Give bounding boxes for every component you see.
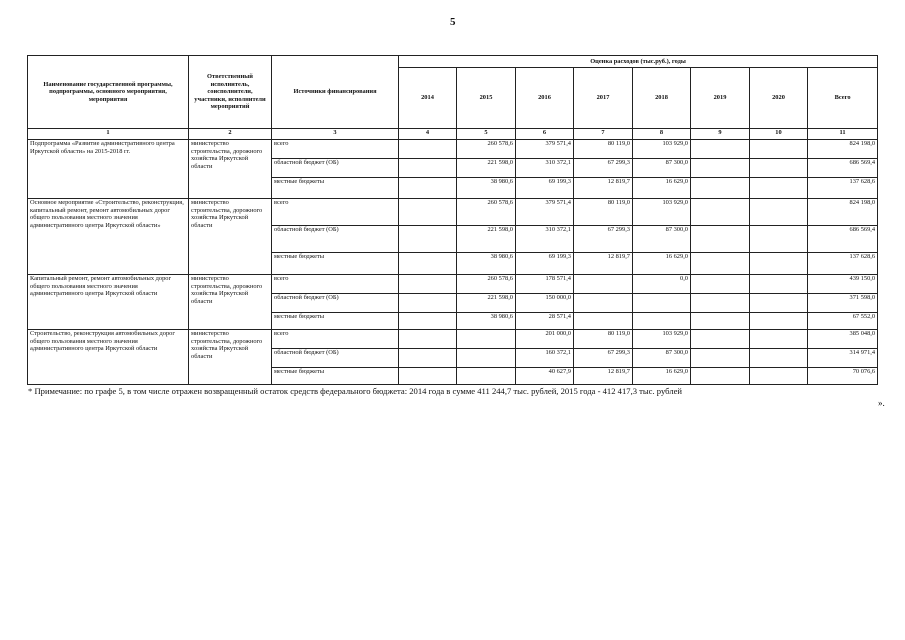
header-sources: Источники финансирования (272, 56, 399, 129)
program-name-cell: Основное мероприятие «Строительство, реконструкция, капитальный ремонт, ремонт автомобильных дорог общего пользования местного значения административного центра Иркутской области» (28, 199, 189, 275)
year-value-cell: 221 598,0 (457, 294, 516, 313)
year-value-cell: 12 819,7 (574, 178, 633, 199)
column-number: 7 (574, 129, 633, 140)
total-value-cell: 385 048,0 (808, 330, 878, 349)
year-value-cell: 16 629,0 (633, 178, 691, 199)
total-value-cell: 824 198,0 (808, 199, 878, 226)
year-value-cell: 16 629,0 (633, 253, 691, 275)
year-value-cell: 80 119,0 (574, 199, 633, 226)
year-value-cell (691, 349, 750, 368)
column-number: 10 (750, 129, 808, 140)
column-number: 1 (28, 129, 189, 140)
header-year: 2020 (750, 68, 808, 129)
year-value-cell: 103 929,0 (633, 199, 691, 226)
funding-source-cell: всего (272, 199, 399, 226)
header-year: 2014 (399, 68, 457, 129)
total-value-cell: 137 628,6 (808, 253, 878, 275)
year-value-cell: 103 929,0 (633, 140, 691, 159)
funding-source-cell: всего (272, 330, 399, 349)
year-value-cell (750, 199, 808, 226)
header-responsible: Ответственный исполнитель, соисполнители, участники, исполнители мероприятий (189, 56, 272, 129)
budget-table (27, 55, 878, 385)
column-number: 4 (399, 129, 457, 140)
total-value-cell: 70 076,6 (808, 368, 878, 385)
year-value-cell: 12 819,7 (574, 253, 633, 275)
header-estimate: Оценка расходов (тыс.руб.), годы (399, 56, 878, 68)
year-value-cell (691, 330, 750, 349)
program-name-cell: Капитальный ремонт, ремонт автомобильных дорог общего пользования местного значения административного центра Иркутской области (28, 275, 189, 330)
year-value-cell (691, 159, 750, 178)
year-value-cell: 103 929,0 (633, 330, 691, 349)
total-value-cell: 137 628,6 (808, 178, 878, 199)
funding-source-cell: всего (272, 275, 399, 294)
program-name-cell: Подпрограмма «Развитие административного центра Иркутской области» на 2015-2018 гг. (28, 140, 189, 199)
year-value-cell: 178 571,4 (516, 275, 574, 294)
funding-source-cell: местные бюджеты (272, 253, 399, 275)
year-value-cell: 67 299,3 (574, 159, 633, 178)
year-value-cell: 69 199,3 (516, 253, 574, 275)
year-value-cell (691, 226, 750, 253)
year-value-cell (399, 178, 457, 199)
funding-source-cell: местные бюджеты (272, 178, 399, 199)
year-value-cell (750, 294, 808, 313)
year-value-cell (574, 275, 633, 294)
funding-source-cell: местные бюджеты (272, 313, 399, 330)
year-value-cell: 260 578,6 (457, 275, 516, 294)
year-value-cell: 67 299,3 (574, 226, 633, 253)
year-value-cell: 16 629,0 (633, 368, 691, 385)
column-number: 2 (189, 129, 272, 140)
year-value-cell: 69 199,3 (516, 178, 574, 199)
year-value-cell (750, 253, 808, 275)
year-value-cell (399, 275, 457, 294)
total-value-cell: 439 150,0 (808, 275, 878, 294)
funding-source-cell: областной бюджет (ОБ) (272, 226, 399, 253)
year-value-cell: 40 627,9 (516, 368, 574, 385)
year-value-cell (750, 275, 808, 294)
year-value-cell (457, 368, 516, 385)
year-value-cell: 379 571,4 (516, 199, 574, 226)
year-value-cell: 80 119,0 (574, 330, 633, 349)
year-value-cell (750, 178, 808, 199)
year-value-cell: 150 000,0 (516, 294, 574, 313)
total-value-cell: 371 598,0 (808, 294, 878, 313)
year-value-cell (574, 313, 633, 330)
year-value-cell: 80 119,0 (574, 140, 633, 159)
year-value-cell: 67 299,3 (574, 349, 633, 368)
funding-source-cell: местные бюджеты (272, 368, 399, 385)
year-value-cell: 260 578,6 (457, 199, 516, 226)
year-value-cell (399, 140, 457, 159)
year-value-cell: 379 571,4 (516, 140, 574, 159)
year-value-cell (750, 226, 808, 253)
total-value-cell: 314 971,4 (808, 349, 878, 368)
year-value-cell: 87 300,0 (633, 226, 691, 253)
table-row (28, 330, 878, 349)
column-number: 9 (691, 129, 750, 140)
header-total: Всего (808, 68, 878, 129)
table-row (28, 140, 878, 159)
year-value-cell (399, 199, 457, 226)
funding-source-cell: областной бюджет (ОБ) (272, 159, 399, 178)
table-row (28, 275, 878, 294)
year-value-cell (750, 140, 808, 159)
year-value-cell (750, 349, 808, 368)
responsible-cell: министерство строительства, дорожного хозяйства Иркутской области (189, 330, 272, 385)
year-value-cell: 28 571,4 (516, 313, 574, 330)
funding-source-cell: областной бюджет (ОБ) (272, 349, 399, 368)
header-name: Наименование государственной программы, подпрограммы, основного мероприятия, мероприятия (28, 56, 189, 129)
total-value-cell: 686 569,4 (808, 226, 878, 253)
header-year: 2018 (633, 68, 691, 129)
year-value-cell (691, 140, 750, 159)
year-value-cell (399, 253, 457, 275)
year-value-cell: 310 372,1 (516, 159, 574, 178)
year-value-cell: 0,0 (633, 275, 691, 294)
year-value-cell (399, 368, 457, 385)
year-value-cell (633, 313, 691, 330)
closing-quote: ». (878, 398, 885, 408)
year-value-cell (691, 253, 750, 275)
table-row (28, 199, 878, 226)
year-value-cell: 38 980,6 (457, 253, 516, 275)
year-value-cell (691, 275, 750, 294)
year-value-cell (399, 294, 457, 313)
year-value-cell (750, 313, 808, 330)
total-value-cell: 686 569,4 (808, 159, 878, 178)
year-value-cell (399, 313, 457, 330)
column-number: 3 (272, 129, 399, 140)
year-value-cell (574, 294, 633, 313)
year-value-cell (399, 330, 457, 349)
year-value-cell (691, 313, 750, 330)
total-value-cell: 824 198,0 (808, 140, 878, 159)
column-number: 8 (633, 129, 691, 140)
year-value-cell (399, 226, 457, 253)
funding-source-cell: всего (272, 140, 399, 159)
column-number: 5 (457, 129, 516, 140)
year-value-cell (691, 368, 750, 385)
header-year: 2016 (516, 68, 574, 129)
header-year: 2015 (457, 68, 516, 129)
year-value-cell (457, 349, 516, 368)
year-value-cell: 260 578,6 (457, 140, 516, 159)
year-value-cell: 87 300,0 (633, 349, 691, 368)
year-value-cell (691, 199, 750, 226)
year-value-cell: 160 372,1 (516, 349, 574, 368)
page-number: 5 (450, 16, 456, 28)
table-body (28, 140, 878, 385)
year-value-cell (399, 349, 457, 368)
header-year: 2017 (574, 68, 633, 129)
year-value-cell (750, 368, 808, 385)
year-value-cell: 221 598,0 (457, 159, 516, 178)
program-name-cell: Строительство, реконструкция автомобильных дорог общего пользования местного значения административного центра Иркутской области (28, 330, 189, 385)
year-value-cell (691, 294, 750, 313)
year-value-cell: 221 598,0 (457, 226, 516, 253)
header-year: 2019 (691, 68, 750, 129)
column-number: 6 (516, 129, 574, 140)
responsible-cell: министерство строительства, дорожного хозяйства Иркутской области (189, 140, 272, 199)
year-value-cell (457, 330, 516, 349)
footnote: * Примечание: по графе 5, в том числе отражен возвращенный остаток средств федерального бюджета: 2014 года в сумме 411 244,7 тыс. рублей, 2015 года - 412 417,3 тыс. рублей (28, 386, 683, 396)
year-value-cell: 201 000,0 (516, 330, 574, 349)
responsible-cell: министерство строительства, дорожного хозяйства Иркутской области (189, 275, 272, 330)
year-value-cell (750, 330, 808, 349)
year-value-cell (633, 294, 691, 313)
year-value-cell: 87 300,0 (633, 159, 691, 178)
total-value-cell: 67 552,0 (808, 313, 878, 330)
funding-source-cell: областной бюджет (ОБ) (272, 294, 399, 313)
year-value-cell: 38 980,6 (457, 178, 516, 199)
year-value-cell: 310 372,1 (516, 226, 574, 253)
year-value-cell: 38 980,6 (457, 313, 516, 330)
responsible-cell: министерство строительства, дорожного хозяйства Иркутской области (189, 199, 272, 275)
year-value-cell: 12 819,7 (574, 368, 633, 385)
year-value-cell (399, 159, 457, 178)
year-value-cell (691, 178, 750, 199)
column-number-row (28, 129, 878, 140)
year-value-cell (750, 159, 808, 178)
column-number: 11 (808, 129, 878, 140)
